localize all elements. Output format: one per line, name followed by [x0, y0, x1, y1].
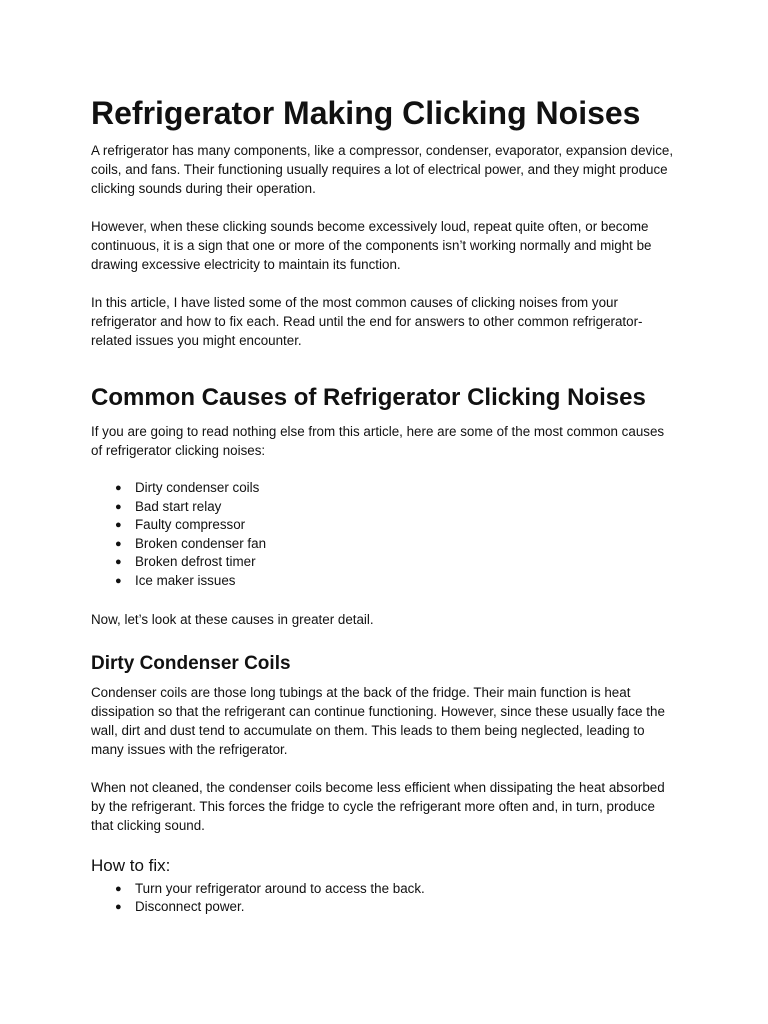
list-item — [115, 516, 678, 535]
bullet-icon: ● — [115, 537, 122, 550]
bullet-icon: ● — [115, 556, 122, 569]
bullet-icon: ● — [115, 519, 122, 532]
intro-paragraph-1: A refrigerator has many components, like a compressor, condenser, evaporator, expansion device, coils, and fans. Their functioning usually requires a lot of electrical power, and they might produce clicking sounds during their operation. — [91, 143, 674, 196]
list-item-label: Broken condenser fan — [135, 535, 267, 551]
causes-heading: Common Causes of Refrigerator Clicking Noises — [91, 384, 646, 411]
list-item-label: Faulty compressor — [135, 517, 246, 533]
list-item-label: Broken defrost timer — [135, 554, 256, 570]
bullet-icon: ● — [115, 882, 122, 895]
coils-paragraph-1: Condenser coils are those long tubings at the back of the fridge. Their main function is heat dissipation so that the refrigerant can continue functioning. However, since these usually face the wall, dirt and dust tend to accumulate on them. This leads to them being neglected, leading to many issues with the refrigerator. — [91, 684, 665, 757]
bullet-icon: ● — [115, 901, 122, 914]
list-item-label: Bad start relay — [135, 498, 222, 514]
list-item — [115, 479, 678, 498]
list-item — [115, 535, 678, 554]
fix-heading: How to fix: — [91, 855, 171, 875]
list-item — [115, 572, 678, 591]
bullet-icon: ● — [115, 482, 122, 494]
bullet-icon: ● — [115, 574, 122, 587]
list-item — [115, 553, 678, 572]
causes-outro: Now, let’s look at these causes in greater detail. — [91, 611, 374, 627]
bullet-icon: ● — [115, 500, 122, 513]
list-item — [115, 880, 678, 899]
intro-paragraph-3: In this article, I have listed some of the most common causes of clicking noises from your refrigerator and how to fix each. Read until the end for answers to other common refrigerator-related issues you might encounter. — [91, 295, 643, 348]
causes-lead: If you are going to read nothing else from this article, here are some of the most common causes of refrigerator clicking noises: — [91, 424, 665, 458]
coils-heading: Dirty Condenser Coils — [91, 652, 291, 674]
list-item-label: Ice maker issues — [135, 572, 236, 588]
causes-list — [91, 479, 678, 591]
fix-steps-list — [91, 880, 678, 917]
list-item-label: Dirty condenser coils — [135, 480, 260, 495]
list-item — [115, 898, 678, 917]
coils-paragraph-2: When not cleaned, the condenser coils become less efficient when dissipating the heat absorbed by the refrigerant. This forces the fridge to cycle the refrigerant more often and, in turn, produce that clicking sound. — [91, 779, 665, 833]
page-title: Refrigerator Making Clicking Noises — [91, 95, 641, 131]
intro-paragraph-2: However, when these clicking sounds become excessively loud, repeat quite often, or become continuous, it is a sign that one or more of the components isn’t working normally and might be drawing excessive electricity to maintain its function. — [91, 219, 652, 272]
list-item — [115, 498, 678, 517]
list-item-label: Disconnect power. — [135, 899, 245, 915]
list-item-label: Turn your refrigerator around to access the back. — [135, 880, 425, 896]
